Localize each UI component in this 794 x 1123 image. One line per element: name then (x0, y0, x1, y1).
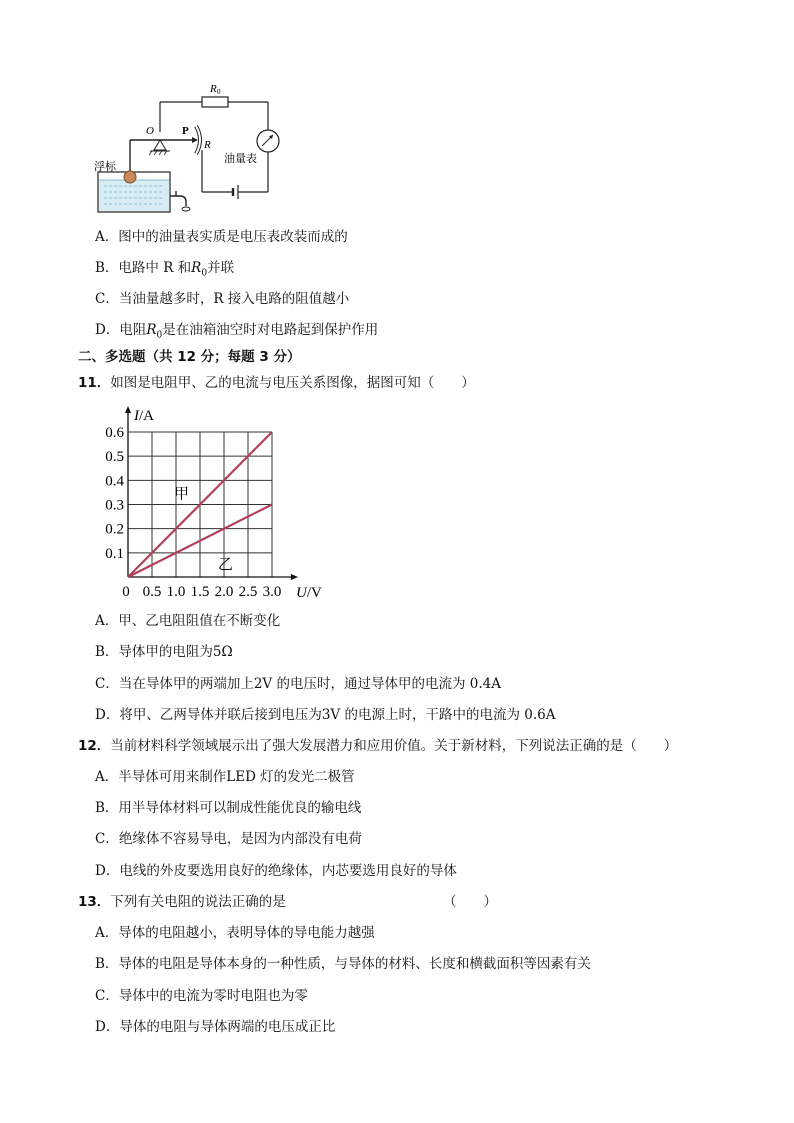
q11-option-d: D．将甲、乙两导体并联后接到电压为3V 的电源上时，干路中的电流为 0.6A (95, 707, 556, 723)
pivot-triangle (154, 140, 166, 150)
q13-option-a: A．导体的电阻越小，表明导体的导电能力越强 (95, 925, 375, 941)
x-tick-label: 2.5 (238, 584, 258, 600)
q13-option-c: C．导体中的电流为零时电阻也为零 (95, 988, 308, 1004)
r0-label-sub: 0 (217, 88, 221, 96)
q12-number: 12． (78, 738, 111, 754)
q10-option-d-post: 是在油箱油空时对电路起到保护作用 (162, 322, 379, 338)
current-voltage-chart (92, 405, 337, 603)
q13-option-b: B．导体的电阻是导体本身的一种性质，与导体的材料、长度和横截面积等因素有关 (95, 956, 591, 972)
q13-number: 13． (78, 894, 111, 910)
q11-option-c: C．当在导体甲的两端加上2V 的电压时，通过导体甲的电流为 0.4A (95, 676, 501, 692)
y-tick-label: 0.3 (105, 497, 124, 514)
y-axis-label: I/A (134, 408, 154, 424)
q11-stem: 如图是电阻甲、乙的电流与电压关系图像，据图可知（ ） (110, 375, 475, 391)
x-tick-label: 2.0 (214, 584, 234, 600)
oil-tap (170, 196, 186, 206)
q10-option-b-pre: B．电路中 R 和 (95, 260, 192, 276)
y-tick-label: 0.6 (105, 425, 124, 441)
section-multiple-choice-title: 二、多选题（共 12 分；每题 3 分） (78, 349, 301, 365)
meter-label: 油量表 (224, 152, 257, 165)
q11-stem-line (78, 374, 475, 392)
q13-option-d: D．导体的电阻与导体两端的电压成正比 (95, 1019, 336, 1035)
q10-option-d-var: R (146, 322, 157, 338)
q13-answer-paren: （ ） (443, 894, 497, 910)
q10-option-b (95, 259, 234, 283)
q11-number: 11． (78, 375, 111, 391)
q11-option-a: A．甲、乙电阻阻值在不断变化 (95, 613, 281, 629)
q10-option-d-sub: 0 (156, 330, 163, 341)
y-tick-label: 0.4 (105, 473, 124, 490)
q12-option-a: A．半导体可用来制作LED 灯的发光二极管 (95, 769, 355, 785)
q10-option-b-var: R (191, 260, 202, 276)
x-tick-label: 1.0 (166, 584, 186, 600)
y-axis-arrow (125, 406, 131, 413)
q10-option-d-pre: D．电阻 (95, 322, 147, 338)
q10-option-c: C．当油量越多时，R 接入电路的阻值越小 (95, 291, 350, 307)
r-label: R (204, 139, 211, 151)
y-tick-label: 0.2 (105, 521, 124, 538)
q11-option-b: B．导体甲的电阻为5Ω (95, 644, 233, 660)
series-label-jia: 甲 (174, 484, 190, 503)
float-label: 浮标 (94, 160, 116, 173)
x-axis-arrow (291, 574, 298, 580)
q12-stem: 当前材料科学领域展示出了强大发展潜力和应用价值。关于新材料，下列说法正确的是（ ） (110, 738, 678, 754)
q10-option-a: A．图中的油量表实质是电压表改装而成的 (95, 229, 348, 245)
float-ball (124, 171, 136, 183)
y-tick-label: 0.1 (105, 545, 124, 562)
q12-option-b: B．用半导体材料可以制成性能优良的输电线 (95, 800, 362, 816)
q12-option-c: C．绝缘体不容易导电，是因为内部没有电荷 (95, 831, 362, 847)
q12-option-d: D．电线的外皮要选用良好的绝缘体，内芯要选用良好的导体 (95, 863, 457, 879)
x-tick-label: 1.5 (190, 584, 210, 600)
resistor-r0 (202, 97, 228, 107)
q10-option-b-post: 并联 (207, 260, 235, 276)
x-tick-label: 0.5 (142, 584, 162, 600)
q13-stem: 下列有关电阻的说法正确的是 (110, 894, 286, 910)
r0-label: R (210, 83, 217, 95)
oil-gauge-circuit-diagram (92, 78, 282, 218)
q13-stem-line (78, 893, 286, 911)
y-tick-label: 0.5 (105, 449, 124, 466)
q10-option-b-sub: 0 (201, 268, 208, 279)
x-axis-label: U/V (296, 585, 322, 601)
q12-stem-line (78, 737, 677, 755)
series-label-yi: 乙 (218, 554, 234, 573)
oil-gauge-meter (257, 130, 279, 152)
q10-option-d (95, 321, 378, 345)
x-tick-label: 0 (122, 584, 130, 600)
p-label: P (182, 125, 189, 137)
x-tick-label: 3.0 (262, 584, 282, 600)
o-label: O (146, 125, 154, 137)
